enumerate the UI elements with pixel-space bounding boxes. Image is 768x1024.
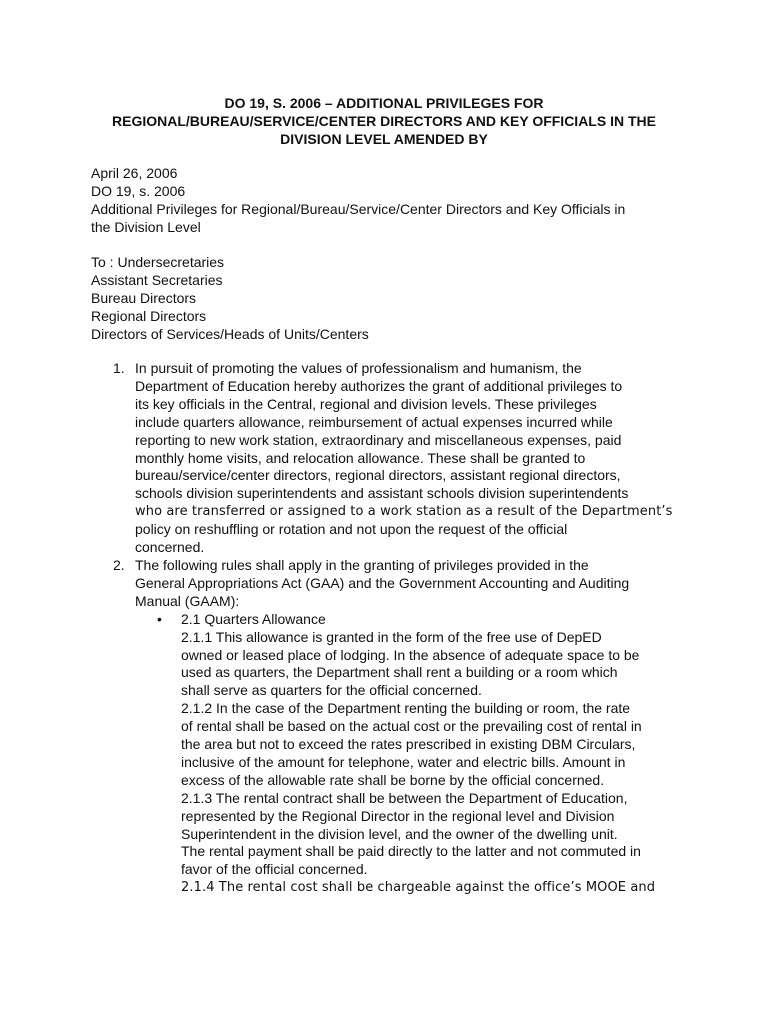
paragraph-line: its key officials in the Central, regional and division levels. These privileges	[135, 395, 597, 412]
title-line: REGIONAL/BUREAU/SERVICE/CENTER DIRECTORS AND KEY OFFICIALS IN THE	[112, 113, 656, 129]
title-line: DO 19, S. 2006 – ADDITIONAL PRIVILEGES FOR	[224, 95, 544, 111]
paragraph-line: the area but not to exceed the rates prescribed in existing DBM Circulars,	[181, 736, 636, 753]
paragraph-line: reporting to new work station, extraordinary and miscellaneous expenses, paid	[135, 431, 622, 448]
order-subject: Additional Privileges for Regional/Bureau/Service/Center Directors and Key Officials in	[91, 201, 626, 217]
paragraph-line: Manual (GAAM):	[135, 592, 240, 609]
paragraph-line: schools division superintendents and assistant schools division superintendents	[135, 485, 629, 502]
paragraph-line: excess of the allowable rate shall be borne by the official concerned.	[181, 771, 605, 788]
paragraph-line: policy on reshuffling or rotation and not upon the request of the official	[135, 521, 568, 538]
recipient-line: Directors of Services/Heads of Units/Centers	[91, 326, 369, 342]
paragraph-line: 2.1.2 In the case of the Department renting the building or room, the rate	[181, 700, 631, 717]
paragraph-line: 2.1.1 This allowance is granted in the form of the free use of DepED	[181, 628, 602, 645]
paragraph-line: Department of Education hereby authorizes the grant of additional privileges to	[135, 377, 623, 394]
order-number: DO 19, s. 2006	[91, 183, 186, 199]
paragraph-line: bureau/service/center directors, regional directors, assistant regional directors,	[135, 467, 621, 484]
paragraph-line: favor of the official concerned.	[181, 861, 368, 878]
bullet-item	[91, 611, 691, 629]
paragraph-line: In pursuit of promoting the values of professionalism and humanism, the	[135, 360, 582, 376]
paragraph-line: The rental payment shall be paid directly to the latter and not commuted in	[181, 843, 641, 860]
paragraph-line: monthly home visits, and relocation allowance. These shall be granted to	[135, 449, 586, 466]
paragraph-line: include quarters allowance, reimbursement of actual expenses incurred while	[135, 413, 613, 430]
paragraph-line: used as quarters, the Department shall rent a building or a room which	[181, 664, 618, 681]
recipient-line: To : Undersecretaries	[91, 254, 225, 270]
paragraph-line: owned or leased place of lodging. In the absence of adequate space to be	[181, 646, 640, 663]
paragraph-line: The following rules shall apply in the granting of privileges provided in the	[135, 556, 589, 573]
bullet-icon: •	[157, 610, 162, 627]
recipient-line: Bureau Directors	[91, 290, 197, 306]
list-item	[91, 360, 691, 557]
paragraph-line: 2.1.4 The rental cost shall be chargeable against the office’s MOOE and	[181, 880, 656, 896]
document-title	[88, 94, 680, 148]
paragraph-line: inclusive of the amount for telephone, water and electric bills. Amount in	[181, 753, 626, 770]
paragraph-line: Superintendent in the division level, and the owner of the dwelling unit.	[181, 825, 618, 842]
list-number: 2.	[113, 556, 125, 573]
order-metadata	[91, 164, 691, 236]
recipient-list	[91, 253, 691, 343]
paragraph-line: General Appropriations Act (GAA) and the Government Accounting and Auditing	[135, 574, 630, 591]
list-number: 1.	[113, 360, 125, 376]
recipient-line: Assistant Secretaries	[91, 272, 223, 288]
paragraph-line: shall serve as quarters for the official concerned.	[181, 682, 482, 699]
paragraph-line: represented by the Regional Director in the regional level and Division	[181, 807, 615, 824]
order-subject: the Division Level	[91, 219, 201, 235]
title-line: DIVISION LEVEL AMENDED BY	[280, 131, 488, 147]
recipient-line: Regional Directors	[91, 308, 207, 324]
numbered-list	[91, 360, 691, 897]
subsection-text	[91, 629, 691, 898]
order-date: April 26, 2006	[91, 165, 178, 181]
paragraph-line: concerned.	[135, 539, 205, 556]
section-heading: 2.1 Quarters Allowance	[181, 610, 326, 627]
paragraph-line: 2.1.3 The rental contract shall be between the Department of Education,	[181, 789, 628, 806]
paragraph-line: who are transferred or assigned to a work station as a result of the Department’s	[135, 504, 673, 520]
paragraph-line: of rental shall be based on the actual cost or the prevailing cost of rental in	[181, 718, 642, 735]
list-item	[91, 557, 691, 611]
